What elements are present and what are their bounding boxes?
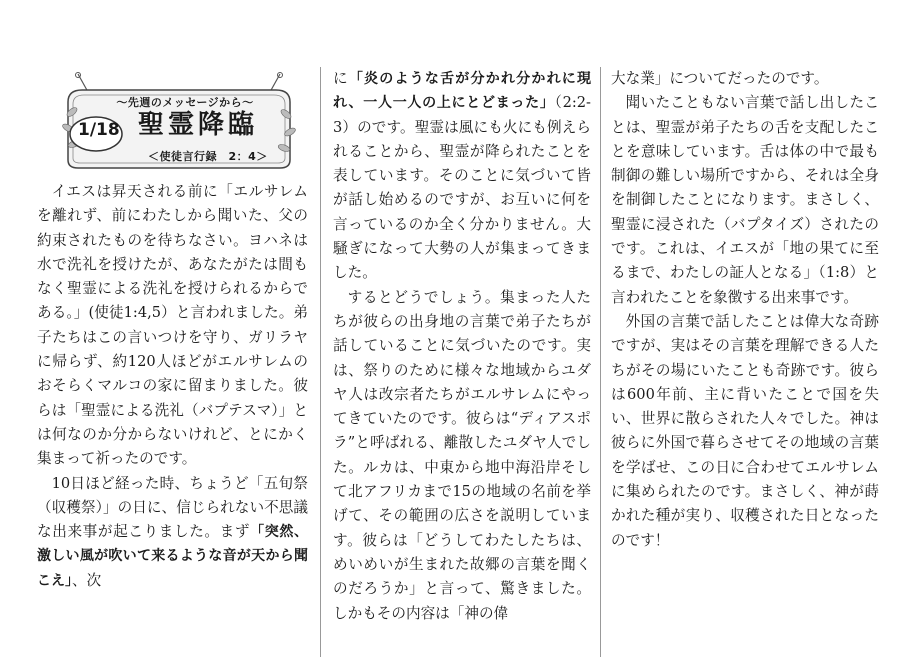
sign-date: 1/18 — [78, 120, 120, 140]
text-run: （2:2-3）のです。聖霊は風にも火にも例えられることから、聖霊が降られたことを表しています。そのことに気づいて皆が話し始めるのですが、お互いに何を言っているのか全く分かりません。大騒ぎになって大勢の人が集まってきました。 — [333, 94, 591, 282]
paragraph — [333, 67, 591, 286]
paragraph: するとどうでしょう。集まった人たちが彼らの出身地の言葉で弟子たちが話していることに気づいたのです。実は、祭りのために様々な地域からユダヤ人は改宗者たちがエルサレムにやってきていたのです。彼らは“ディアスポラ”と呼ばれる、離散したユダヤ人でした。ルカは、中東から地中海沿岸そして北アフリカまで15の地域の名前を挙げて、その範囲の広さを説明しています。彼らは「どうしてわたしたちは、めいめいが生まれた故郷の言葉を聞くのだろうか」と言って、驚きました。しかもその内容は「神の偉 — [333, 288, 591, 622]
column-1 — [37, 180, 308, 593]
column-divider — [600, 67, 601, 657]
column-3 — [611, 67, 879, 553]
paragraph: イエスは昇天される前に「エルサレムを離れず、前にわたしから聞いた、父の約束されたものを待ちなさい。ヨハネは水で洗礼を授けたが、あなたがたは間もなく聖霊による洗礼を授けられるからである。」(使徒1:4,5）と言われました。弟子たちはこの言いつけを守り、ガリラヤに帰らず、約120人ほどがエルサレムのおそらくマルコの家に留まりました。彼らは「聖霊による洗礼（バプテスマ）」とは何なのか分からないけれど、とにかく集まって祈ったのです。 — [37, 183, 308, 468]
text-run: 、次 — [72, 571, 102, 589]
header-sign — [60, 72, 298, 172]
sign-subtitle: ～先週のメッセージから～ — [116, 96, 254, 109]
column-divider — [320, 67, 321, 657]
sign-scripture-reference: ＜使徒言行録 2：4＞ — [148, 150, 268, 163]
column-2 — [333, 67, 591, 626]
sign-title: 聖霊降臨 — [138, 110, 259, 140]
bold-quote: 「炎のような舌が分かれ分かれに現れ、一人一人の上にとどまった」 — [333, 71, 591, 112]
paragraph: 外国の言葉で話したことは偉大な奇跡ですが、実はその言葉を理解できる人たちがその場にいたことも奇跡です。彼らは600年前、主に背いたことで国を失い、世界に散らされた人々でした。神は彼らに外国で暮らさせてその地域の言葉を学ばせ、この日に合わせてエルサレムに集められたのです。まさしく、神が蒔かれた種が実り、収穫された日となったのです！ — [611, 312, 879, 549]
text-run: 10日ほど経った時、ちょうど「五旬祭（収穫祭）」の日に、信じられない不思議な出来事が起こりました。まず — [37, 474, 308, 541]
paragraph — [37, 472, 308, 593]
paragraph: 聞いたこともない言葉で話し出したことは、聖霊が弟子たちの舌を支配したことを意味しています。舌は体の中で最も制御の難しい場所ですから、それは全身を制御したことになります。まさしく、聖霊に浸された（バプタイズ）されたのです。これは、イエスが「地の果てに至るまで、わたしの証人となる」（1:8）と言われたことを象徴する出来事です。 — [611, 94, 879, 306]
bold-quote: 「突然、激しい風が吹いて来るような音が天から聞こえ」 — [37, 524, 308, 589]
text-run: に — [333, 70, 349, 87]
paragraph: 大な業」についてだったのです。 — [611, 70, 829, 87]
